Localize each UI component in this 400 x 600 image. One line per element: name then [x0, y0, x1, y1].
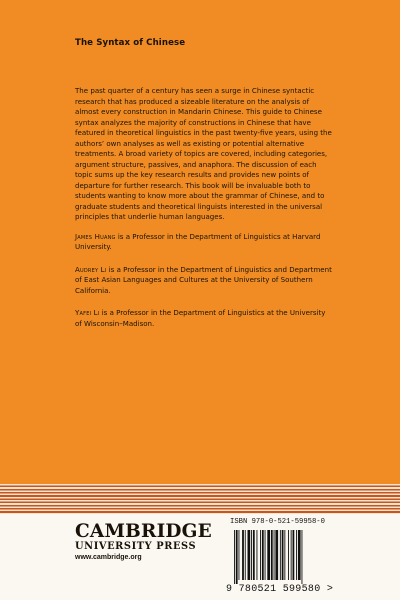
barcode-bar: [248, 530, 251, 580]
barcode-bar: [274, 530, 275, 580]
barcode-bar: [260, 530, 261, 580]
publisher-subtitle: UNIVERSITY PRESS: [75, 541, 197, 552]
barcode-bar: [265, 530, 266, 580]
publisher-name: CAMBRIDGE: [75, 521, 212, 542]
author-bio: [75, 232, 333, 253]
barcode-bar: [262, 530, 264, 580]
barcode-bar: [236, 530, 238, 584]
barcode-bar: [271, 530, 273, 580]
barcode-block: [226, 518, 336, 596]
barcode-digits: 9 780521 599580 >: [226, 584, 334, 595]
barcode-bar: [284, 530, 285, 580]
decorative-stripes: [0, 484, 400, 514]
barcode-bar: [267, 530, 270, 580]
author-bio-text: is a Professor in the Department of Linguistics at Harvard University.: [75, 231, 321, 251]
book-title: The Syntax of Chinese: [75, 38, 186, 48]
barcode-bar: [275, 530, 278, 580]
barcode-bar: [234, 530, 235, 584]
author-bio: [75, 308, 333, 329]
barcode-bar: [282, 530, 284, 580]
barcode-bar: [257, 530, 258, 580]
publisher-footer: [0, 514, 400, 600]
barcode-bar: [242, 530, 244, 580]
barcode-bar: [296, 530, 297, 580]
barcode-bar: [291, 530, 292, 580]
barcode-bar: [302, 530, 303, 584]
barcode-image: [226, 530, 336, 586]
barcode-bar: [280, 530, 281, 580]
barcode-bar: [239, 530, 240, 580]
author-name: Audrey Li: [75, 264, 107, 274]
author-name: James Huang: [75, 231, 116, 241]
barcode-bar: [293, 530, 295, 580]
book-blurb: The past quarter of a century has seen a surge in Chinese syntactic research that has produced a sizeable literature on the analysis of almost every construction in Mandarin Chinese. This guide to Chinese syntax analyzes the majority of constructions in Chinese that have featured in theoretical linguistics in the past twenty-five years, using the authors’ own analyses as well as existing or potential alternative treatments. A broad variety of topics are covered, including categories, argument structure, passives, and anaphora. The discussion of each topic sums up the key research results and provides new points of departure for further research. This book will be invaluable both to students wanting to know more about the grammar of Chinese, and to graduate students and theoretical linguists interested in the universal principles that underlie human languages.: [75, 86, 332, 221]
barcode-bar: [253, 530, 255, 580]
author-bio-text: is a Professor in the Department of Linguistics and Department of East Asian Languages and Cultures at the University of Southern California.: [75, 264, 332, 295]
isbn-label: ISBN 978-0-521-59958-0: [230, 518, 325, 526]
barcode-bar: [298, 530, 301, 580]
back-cover-text: [75, 86, 333, 341]
barcode-bar: [245, 530, 246, 580]
publisher-logo: [75, 522, 212, 563]
barcode-bar: [288, 530, 289, 580]
author-name: Yafei Li: [75, 308, 100, 317]
author-bio: [75, 265, 333, 297]
author-bio-text: is a Professor in the Department of Linguistics at the University of Wisconsin–Madison.: [75, 308, 326, 328]
publisher-url: www.cambridge.org: [75, 554, 142, 561]
barcode-bar: [251, 530, 252, 580]
